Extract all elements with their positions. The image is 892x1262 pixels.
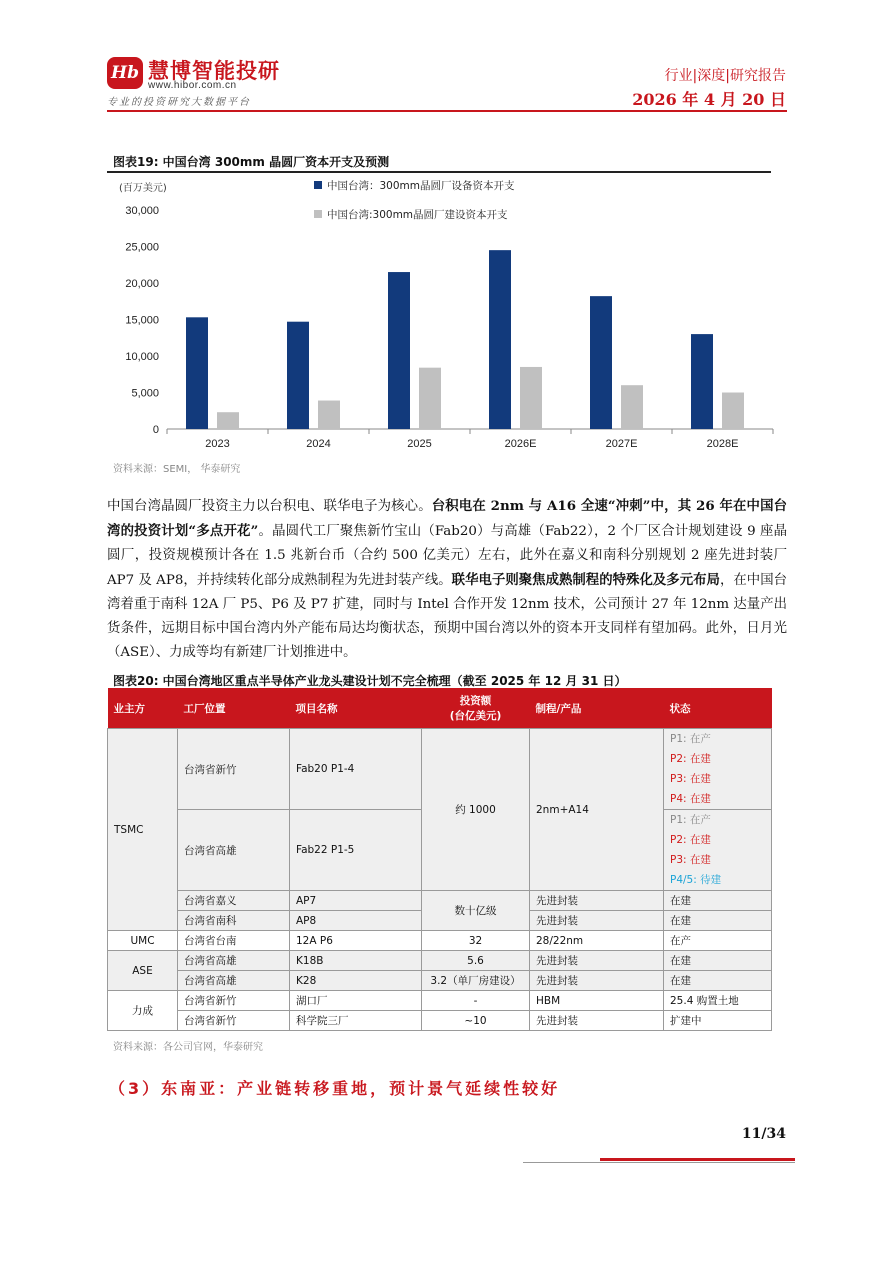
legend-swatch	[314, 181, 322, 189]
figure19-divider	[107, 171, 771, 173]
company-cell: 力成	[108, 991, 178, 1031]
bar-construction	[621, 385, 643, 429]
company-cell: UMC	[108, 931, 178, 951]
status-line: P4/5: 待建	[670, 874, 722, 886]
status-line: P2: 在建	[670, 753, 711, 765]
location-cell: 台湾省高雄	[178, 971, 290, 991]
bar-equipment	[691, 334, 713, 429]
figure19-source: 资料来源：SEMI， 华泰研究	[113, 464, 241, 475]
investment-cell: 3.2（单厂房建设）	[422, 971, 530, 991]
table-row	[108, 931, 772, 951]
project-cell: AP8	[290, 911, 422, 931]
location-cell: 台湾省新竹	[178, 729, 290, 810]
status-cell: 在建	[664, 951, 772, 971]
legend-label: 中国台湾:300mm晶圆厂建设资本开支	[327, 209, 508, 221]
status-cell: 在建	[664, 971, 772, 991]
header-divider	[107, 110, 787, 112]
investment-cell: 数十亿级	[422, 891, 530, 931]
logo-slogan: 专业的投资研究大数据平台	[107, 97, 251, 108]
table-row	[108, 1011, 772, 1031]
table-row	[108, 951, 772, 971]
process-cell: HBM	[530, 991, 664, 1011]
table-row	[108, 729, 772, 810]
chart-unit-label: (百万美元)	[119, 183, 167, 194]
status-line: P3: 在建	[670, 773, 711, 785]
para-sentence-1: 中国台湾晶圆厂投资主力以台积电、联华电子为核心。	[107, 499, 432, 514]
process-cell: 先进封装	[530, 911, 664, 931]
project-cell: 科学院三厂	[290, 1011, 422, 1031]
investment-cell: 约 1000	[422, 729, 530, 891]
table-row	[108, 991, 772, 1011]
para-bold-umc: 联华电子则聚焦成熟制程的特殊化及多元布局	[451, 572, 720, 588]
process-cell: 先进封装	[530, 971, 664, 991]
project-cell: Fab22 P1-5	[290, 810, 422, 891]
logo-name: 慧博智能投研	[148, 59, 280, 83]
investment-cell: -	[422, 991, 530, 1011]
y-tick-label: 5,000	[131, 387, 159, 400]
status-line: P4: 在建	[670, 793, 711, 805]
location-cell: 台湾省新竹	[178, 1011, 290, 1031]
figure20-source: 资料来源：各公司官网，华泰研究	[113, 1042, 263, 1053]
bar-equipment	[388, 272, 410, 429]
project-cell: Fab20 P1-4	[290, 729, 422, 810]
project-cell: K18B	[290, 951, 422, 971]
bar-equipment	[186, 317, 208, 429]
bar-construction	[318, 401, 340, 429]
status-cell: 在建	[664, 891, 772, 911]
y-tick-label: 10,000	[125, 351, 159, 363]
x-tick-label: 2027E	[605, 438, 638, 450]
report-date: 2026 年 4 月 20 日	[632, 90, 786, 109]
bar-equipment	[489, 250, 511, 429]
figure20-title: 图表20: 中国台湾地区重点半导体产业龙头建设计划不完全梳理（截至 2025 年 12 月 31 日）	[113, 674, 627, 688]
status-line: P1: 在产	[670, 733, 711, 745]
footer-accent	[600, 1158, 795, 1161]
col-status: 状态	[664, 688, 772, 729]
y-tick-label: 20,000	[125, 278, 159, 290]
status-cell: 扩建中	[664, 1011, 772, 1031]
page-number: 11/34	[741, 1126, 786, 1142]
x-tick-label: 2026E	[504, 438, 537, 450]
table-header-row	[108, 688, 772, 729]
status-line: P1: 在产	[670, 814, 711, 826]
investment-cell: ~10	[422, 1011, 530, 1031]
process-cell: 28/22nm	[530, 931, 664, 951]
status-cell	[664, 810, 772, 891]
status-cell: 在产	[664, 931, 772, 951]
process-cell: 先进封装	[530, 1011, 664, 1031]
body-paragraph	[107, 494, 787, 665]
bar-construction	[520, 367, 542, 429]
process-cell: 先进封装	[530, 891, 664, 911]
company-cell: TSMC	[108, 729, 178, 931]
project-cell: 湖口厂	[290, 991, 422, 1011]
section-heading: （3）东南亚：产业链转移重地，预计景气延续性较好	[109, 1079, 561, 1098]
project-cell: K28	[290, 971, 422, 991]
investment-cell: 32	[422, 931, 530, 951]
process-cell: 2nm+A14	[530, 729, 664, 891]
location-cell: 台湾省南科	[178, 911, 290, 931]
location-cell: 台湾省台南	[178, 931, 290, 951]
bar-construction	[217, 412, 239, 429]
project-cell: 12A P6	[290, 931, 422, 951]
table-row	[108, 891, 772, 911]
legend-swatch	[314, 210, 322, 218]
x-tick-label: 2025	[407, 438, 432, 450]
status-cell: 在建	[664, 911, 772, 931]
x-tick-label: 2024	[306, 438, 331, 450]
location-cell: 台湾省高雄	[178, 951, 290, 971]
col-investment-l1: 投资额	[459, 695, 492, 707]
logo-icon: Hb	[107, 57, 143, 89]
status-cell: 25.4 购置土地	[664, 991, 772, 1011]
logo-url: www.hibor.com.cn	[148, 80, 237, 91]
location-cell: 台湾省高雄	[178, 810, 290, 891]
col-investment	[422, 688, 530, 729]
bar-construction	[722, 393, 744, 430]
location-cell: 台湾省新竹	[178, 991, 290, 1011]
y-tick-label: 15,000	[125, 314, 159, 327]
col-location: 工厂位置	[178, 688, 290, 729]
col-process: 制程/产品	[530, 688, 664, 729]
para-sentence-3: 。晶圆代工厂聚焦新竹宝山（Fab20）与高雄（Fab22），2 个厂区合计规划建设 9 座晶圆厂，投资规模预计各在 1.5 兆新台币（合约 500 亿美元）左右，此外在嘉义和南科分别规划 2 座先进封装厂 AP7 及 AP8，并持续转化部分成熟制程为先进封装产线。	[107, 524, 788, 588]
location-cell: 台湾省嘉义	[178, 891, 290, 911]
investment-cell: 5.6	[422, 951, 530, 971]
legend-label: 中国台湾：300mm晶圆厂设备资本开支	[327, 180, 515, 192]
x-tick-label: 2023	[205, 438, 230, 450]
report-type: 行业|深度|研究报告	[664, 68, 786, 84]
y-tick-label: 25,000	[125, 241, 159, 254]
company-cell: ASE	[108, 951, 178, 991]
figure19-title: 图表19: 中国台湾 300mm 晶圆厂资本开支及预测	[113, 155, 390, 169]
y-tick-label: 0	[152, 424, 159, 436]
capex-bar-chart	[107, 175, 777, 457]
bar-equipment	[590, 296, 612, 429]
status-line: P3: 在建	[670, 854, 711, 866]
table-row	[108, 971, 772, 991]
col-investment-l2: (台亿美元)	[449, 710, 502, 722]
status-line: P2: 在建	[670, 834, 711, 846]
status-cell	[664, 729, 772, 810]
x-tick-label: 2028E	[706, 438, 739, 450]
col-company: 业主方	[108, 688, 178, 729]
col-project: 项目名称	[290, 688, 422, 729]
fab-plan-table	[107, 688, 772, 1031]
footer-divider	[523, 1162, 795, 1163]
bar-equipment	[287, 322, 309, 429]
y-tick-label: 30,000	[125, 205, 159, 217]
para-bold-tsmc: 台积电在 2nm 与 A16 全速“冲刺”中，其 26 年在中国台湾的投资计划“多点开花”	[107, 498, 787, 539]
para-sentence-5: ，在中国台湾着重于南科 12A 厂 P5、P6 及 P7 扩建，同时与 Intel 合作开发 12nm 技术，公司预计 27 年 12nm 达量产出货条件，远期目标中国台湾内外产能布局达均衡状态，预期中国台湾以外的资本开支同样有望加码。此外，日月光（ASE）、力成等均有新建厂计划推进中。	[107, 573, 787, 660]
project-cell: AP7	[290, 891, 422, 911]
bar-construction	[419, 368, 441, 429]
process-cell: 先进封装	[530, 951, 664, 971]
